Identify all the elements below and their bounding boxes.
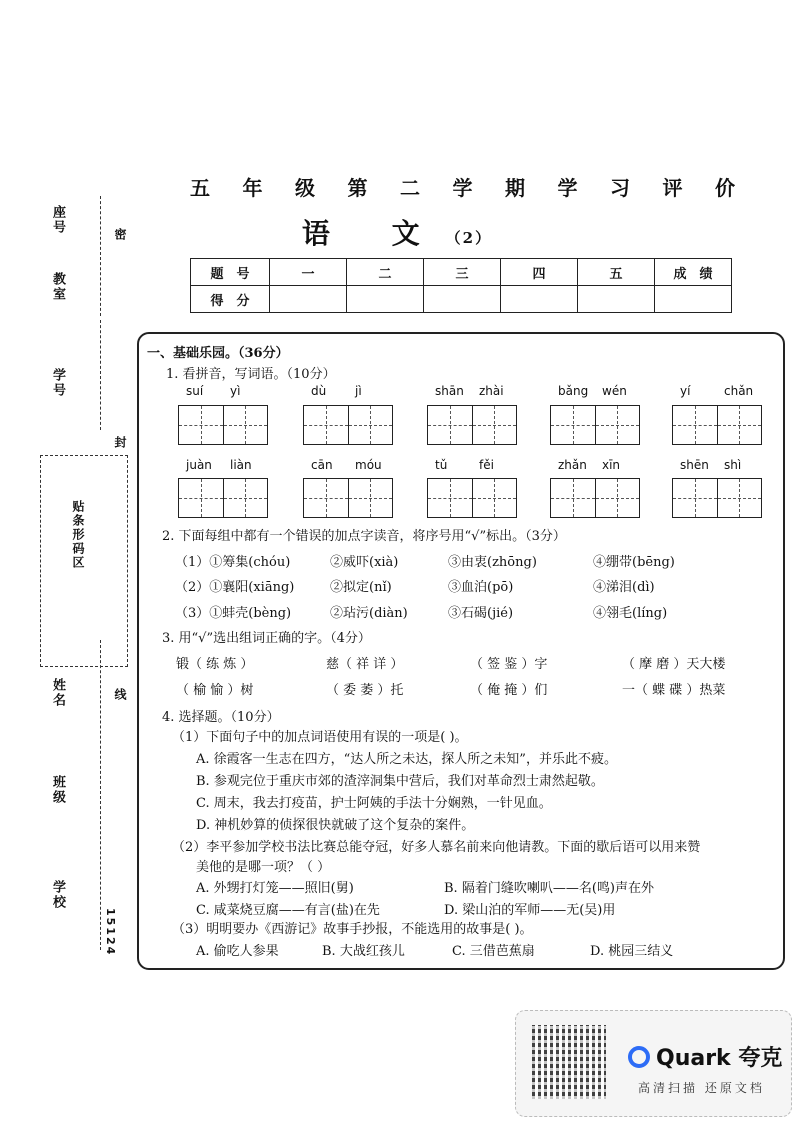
writing-grid[interactable]: [303, 478, 393, 518]
q4-1-option-d: D. 神机妙算的侦探很快就破了这个复杂的案件。: [196, 818, 475, 833]
writing-cell[interactable]: [428, 406, 472, 444]
seal-word-feng: 封: [113, 436, 127, 450]
q4-3-option-d: D. 桃园三结义: [590, 944, 674, 959]
q2-option: ③由衷(zhōng): [448, 555, 537, 570]
writing-grid[interactable]: [178, 405, 268, 445]
pinyin-syllable: suí: [186, 384, 204, 398]
q2-prompt: 2. 下面每组中都有一个错误的加点字读音，将序号用“√”标出。（3分）: [162, 529, 566, 544]
q2-option: ②拟定(nǐ): [330, 580, 392, 595]
seal-word-mi: 密: [113, 228, 127, 242]
writing-cell[interactable]: [595, 406, 640, 444]
writing-cell[interactable]: [223, 479, 268, 517]
q4-3-option-c: C. 三借芭蕉扇: [452, 944, 535, 959]
pinyin-syllable: yí: [680, 384, 691, 398]
pinyin-syllable: dù: [311, 384, 327, 398]
section-title: 一、基础乐园。（36分）: [147, 346, 289, 361]
q4-3-option-b: B. 大战红孩儿: [322, 944, 405, 959]
score-table: 题 号 一 二 三 四 五 成 绩 得 分: [190, 258, 732, 313]
writing-cell[interactable]: [348, 406, 393, 444]
code-number: 15124: [104, 908, 117, 957]
quark-watermark: [515, 1010, 792, 1117]
q2-option: ②玷污(diàn): [330, 606, 408, 621]
quark-slogan: 高清扫描 还原文档: [638, 1081, 765, 1095]
writing-cell[interactable]: [179, 479, 223, 517]
pinyin-syllable: wén: [602, 384, 627, 398]
writing-cell[interactable]: [472, 406, 517, 444]
q2-option: ③石碣(jié): [448, 606, 514, 621]
score-cell[interactable]: [501, 286, 578, 313]
q4-3-option-a: A. 偷吃人参果: [196, 944, 279, 959]
writing-cell[interactable]: [304, 406, 348, 444]
total-score-cell[interactable]: [655, 286, 732, 313]
pinyin-syllable: zhài: [479, 384, 504, 398]
pinyin-syllable: zhǎn: [558, 458, 587, 472]
writing-cell[interactable]: [551, 406, 595, 444]
student-id-label: 学号: [50, 368, 65, 398]
q2-option: （3）①蚌壳(bèng): [175, 606, 292, 621]
q2-option: ④翎毛(líng): [593, 606, 668, 621]
exam-title: 五 年 级 第 二 学 期 学 习 评 价: [190, 176, 735, 200]
writing-grid[interactable]: [303, 405, 393, 445]
seal-line-mid: [100, 320, 101, 430]
q4-1-option-a: A. 徐霞客一生志在四方，“达人所之未达，探人所之未知”，并乐此不疲。: [196, 752, 617, 767]
writing-grid[interactable]: [672, 478, 762, 518]
q4-1-prompt: （1）下面句子中的加点词语使用有误的一项是( )。: [172, 730, 468, 745]
score-cell[interactable]: [578, 286, 655, 313]
pinyin-syllable: chǎn: [724, 384, 754, 398]
q4-2-option-c: C. 咸菜烧豆腐——有言(盐)在先: [196, 903, 380, 918]
writing-grid[interactable]: [550, 405, 640, 445]
writing-grid[interactable]: [427, 478, 517, 518]
score-cell[interactable]: [424, 286, 501, 313]
q3-choice[interactable]: （ 委 萎 ）托: [326, 683, 404, 698]
q3-choice[interactable]: （ 签 鉴 ）字: [470, 657, 548, 672]
q4-1-option-c: C. 周末，我去打疫苗，护士阿姨的手法十分娴熟，一针见血。: [196, 796, 552, 811]
writing-cell[interactable]: [717, 406, 762, 444]
pinyin-syllable: juàn: [186, 458, 212, 472]
pinyin-syllable: bǎng: [558, 384, 589, 398]
pinyin-syllable: yì: [230, 384, 241, 398]
classroom-label: 教室: [50, 272, 65, 302]
q1-prompt: 1. 看拼音，写词语。（10分）: [166, 367, 336, 382]
pinyin-syllable: tǔ: [435, 458, 448, 472]
q2-option: ④涕泪(dì): [593, 580, 655, 595]
barcode-area-label: 贴条形码区: [71, 500, 85, 570]
seal-line-bottom: [100, 640, 101, 950]
writing-grid[interactable]: [550, 478, 640, 518]
writing-cell[interactable]: [673, 479, 717, 517]
q4-1-option-b: B. 参观完位于重庆市郊的渣滓洞集中营后，我们对革命烈士肃然起敬。: [196, 774, 604, 789]
q4-2-prompt: （2）李平参加学校书法比赛总能夺冠，好多人慕名前来向他请教。下面的歇后语可以用来赞: [172, 840, 701, 855]
q3-choice[interactable]: 慈（ 祥 详 ）: [326, 657, 404, 672]
writing-cell[interactable]: [472, 479, 517, 517]
qr-code-icon: [532, 1025, 606, 1099]
q4-3-prompt: （3）明明要办《西游记》故事手抄报，不能选用的故事是( )。: [172, 922, 533, 937]
q3-prompt: 3. 用“√”选出组词正确的字。（4分）: [162, 631, 371, 646]
q4-2-prompt-cont: 美他的是哪一项？（ ）: [196, 860, 331, 875]
writing-cell[interactable]: [428, 479, 472, 517]
name-label: 姓名: [50, 678, 65, 708]
q3-choice[interactable]: （ 榆 愉 ）树: [176, 683, 254, 698]
writing-cell[interactable]: [304, 479, 348, 517]
pinyin-syllable: shān: [435, 384, 464, 398]
writing-cell[interactable]: [348, 479, 393, 517]
q3-choice[interactable]: （ 俺 掩 ）们: [470, 683, 548, 698]
class-label: 班级: [50, 775, 65, 805]
pinyin-syllable: shēn: [680, 458, 709, 472]
pinyin-syllable: fěi: [479, 458, 494, 472]
pinyin-syllable: móu: [355, 458, 382, 472]
quark-logo: Quark 夸克: [628, 1041, 782, 1072]
q4-2-option-d: D. 梁山泊的军师——无(吴)用: [444, 903, 616, 918]
writing-cell[interactable]: [595, 479, 640, 517]
subject-title: 语 文（2）: [301, 217, 493, 250]
q2-option: （2）①襄阳(xiāng): [175, 580, 295, 595]
writing-cell[interactable]: [673, 406, 717, 444]
pinyin-syllable: shì: [724, 458, 742, 472]
q3-choice[interactable]: （ 摩 磨 ）天大楼: [622, 657, 726, 672]
writing-cell[interactable]: [717, 479, 762, 517]
q4-prompt: 4. 选择题。（10分）: [162, 710, 280, 725]
q2-option: ④绷带(bēng): [593, 555, 675, 570]
pinyin-syllable: liàn: [230, 458, 252, 472]
seal-word-xian: 线: [113, 688, 127, 702]
writing-cell[interactable]: [223, 406, 268, 444]
seat-number-label: 座号: [50, 205, 65, 235]
pinyin-syllable: jì: [355, 384, 362, 398]
writing-cell[interactable]: [551, 479, 595, 517]
quark-logo-icon: [628, 1046, 650, 1068]
q3-choice[interactable]: 一（ 蝶 碟 ）热菜: [622, 683, 726, 698]
writing-grid[interactable]: [178, 478, 268, 518]
school-label: 学校: [50, 880, 65, 910]
writing-grid[interactable]: [672, 405, 762, 445]
pinyin-syllable: xīn: [602, 458, 621, 472]
q4-2-option-b: B. 隔着门缝吹喇叭——名(鸣)声在外: [444, 881, 654, 896]
q3-choice[interactable]: 锻（ 练 炼 ）: [176, 657, 254, 672]
score-cell[interactable]: [347, 286, 424, 313]
q2-option: ③血泊(pō): [448, 580, 514, 595]
writing-grid[interactable]: [427, 405, 517, 445]
score-cell[interactable]: [270, 286, 347, 313]
writing-cell[interactable]: [179, 406, 223, 444]
q4-2-option-a: A. 外甥打灯笼——照旧(舅): [196, 881, 354, 896]
pinyin-syllable: cān: [311, 458, 333, 472]
q2-option: （1）①筹集(chóu): [175, 555, 291, 570]
q2-option: ②威吓(xià): [330, 555, 399, 570]
